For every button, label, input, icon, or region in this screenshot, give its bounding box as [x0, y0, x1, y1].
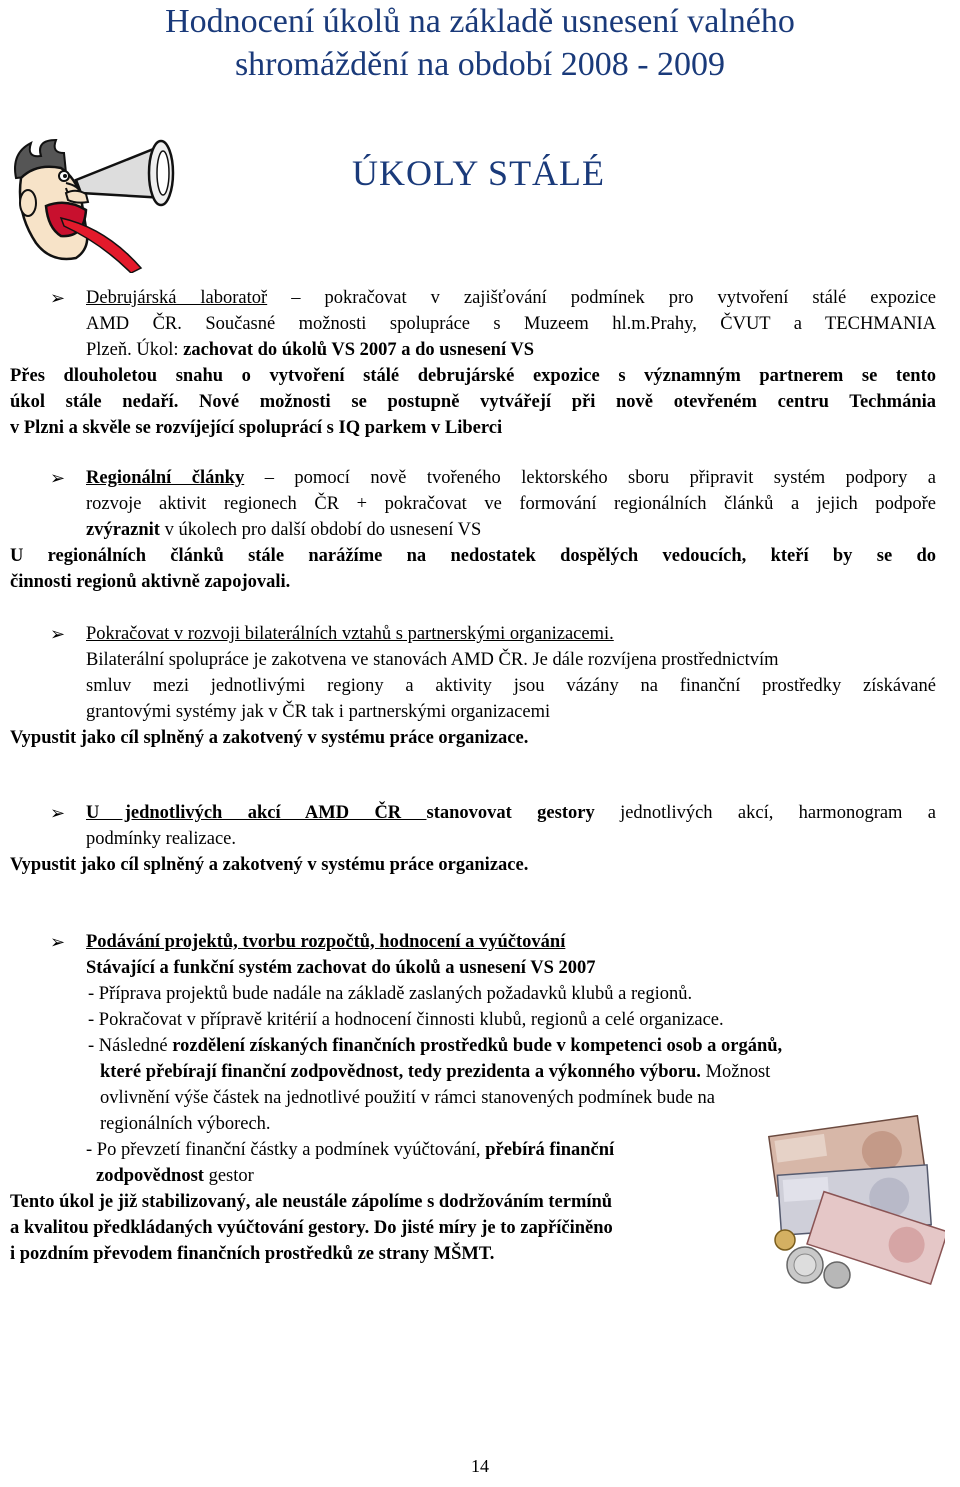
- megaphone-man-illustration: [6, 118, 196, 273]
- s1-line4: Přes dlouholetou snahu o vytvoření stálé debrujárské expozice s významným partnerem se tento: [10, 366, 936, 386]
- s2-line2: rozvoje aktivit regionech ČR + pokračovat ve formování regionálních článků a jejich podpoře: [86, 494, 936, 514]
- s1-line1: Debrujárská laboratoř – pokračovat v zajišťování podmínek pro vytvoření stálé expozice: [86, 288, 936, 308]
- s1-line2: AMD ČR. Současné možnosti spolupráce s Muzeem hl.m.Prahy, ČVUT a TECHMANIA: [86, 314, 936, 334]
- s5-heading: Podávání projektů, tvorbu rozpočtů, hodnocení a vyúčtování: [86, 932, 566, 952]
- s5-line11: Tento úkol je již stabilizovaný, ale neustále zápolíme s dodržováním termínů: [10, 1192, 613, 1212]
- banknotes-coins-illustration: [765, 1115, 945, 1295]
- bullet-arrow-icon: ➢: [50, 803, 66, 823]
- s5-line6: které přebírají finanční zodpovědnost, tedy prezidenta a výkonného výboru. Možnost: [100, 1062, 771, 1082]
- s5-line12: a kvalitou předkládaných vyúčtování gestory. Do jisté míry je to zapříčiněno: [10, 1218, 613, 1238]
- page-title-line1: Hodnocení úkolů na základě usnesení valného: [165, 3, 795, 40]
- s2-line3: zvýraznit v úkolech pro další období do usnesení VS: [86, 520, 482, 540]
- s5-line3: - Příprava projektů bude nadále na základě zaslaných požadavků klubů a regionů.: [88, 984, 693, 1004]
- s2-line4: U regionálních článků stále narážíme na nedostatek dospělých vedoucích, kteří by se do: [10, 546, 936, 566]
- s3-line3: smluv mezi jednotlivými regiony a aktivity jsou vázány na finanční prostředky získávané: [86, 676, 936, 696]
- s5-line9: - Po převzetí finanční částky a podmínek vyúčtování, přebírá finanční: [86, 1140, 615, 1160]
- s2-line5: činnosti regionů aktivně zapojovali.: [10, 572, 291, 592]
- s5-line10: zodpovědnost gestor: [96, 1166, 254, 1186]
- s3-line5: Vypustit jako cíl splněný a zakotvený v systému práce organizace.: [10, 728, 529, 748]
- s3-line4: grantovými systémy jak v ČR tak i partnerskými organizacemi: [86, 702, 551, 722]
- s3-heading: Pokračovat v rozvoji bilaterálních vztahů s partnerskými organizacemi.: [86, 624, 614, 644]
- s1-line6: v Plzni a skvěle se rozvíjející spoluprácí s IQ parkem v Liberci: [10, 418, 503, 438]
- s4-line3: Vypustit jako cíl splněný a zakotvený v systému práce organizace.: [10, 855, 529, 875]
- bullet-arrow-icon: ➢: [50, 624, 66, 644]
- s2-line1: Regionální články – pomocí nově tvořeného lektorského sboru připravit systém podpory a: [86, 468, 937, 488]
- page-number: 14: [471, 1456, 489, 1476]
- s4-line1: U jednotlivých akcí AMD ČR stanovovat gestory jednotlivých akcí, harmonogram a: [86, 803, 937, 823]
- s5-line7: ovlivnění výše částek na jednotlivé použití v rámci stanovených podmínek bude na: [100, 1088, 715, 1108]
- s3-line2: Bilaterální spolupráce je zakotvena ve stanovách AMD ČR. Je dále rozvíjena prostřednictvím: [86, 650, 779, 670]
- bullet-arrow-icon: ➢: [50, 468, 66, 488]
- s5-line8: regionálních výborech.: [100, 1114, 271, 1134]
- section-title: ÚKOLY STÁLÉ: [352, 153, 606, 193]
- s1-line5: úkol stále nedaří. Nové možnosti se postupně vytvářejí při nově otevřeném centru Techmánia: [10, 392, 937, 412]
- bullet-arrow-icon: ➢: [50, 288, 66, 308]
- s5-line2: Stávající a funkční systém zachovat do úkolů a usnesení VS 2007: [86, 958, 596, 978]
- s4-line2: podmínky realizace.: [86, 829, 236, 849]
- s5-line13: i pozdním převodem finančních prostředků ze strany MŠMT.: [10, 1244, 495, 1264]
- bullet-arrow-icon: ➢: [50, 932, 66, 952]
- s1-line3: Plzeň. Úkol: zachovat do úkolů VS 2007 a do usnesení VS: [86, 340, 535, 360]
- s5-line4: - Pokračovat v přípravě kritérií a hodnocení činnosti klubů, regionů a celé organizace.: [88, 1010, 724, 1030]
- s5-line5: - Následné rozdělení získaných finančních prostředků bude v kompetenci osob a orgánů,: [88, 1036, 783, 1056]
- page-title-line2: shromáždění na období 2008 - 2009: [234, 46, 726, 83]
